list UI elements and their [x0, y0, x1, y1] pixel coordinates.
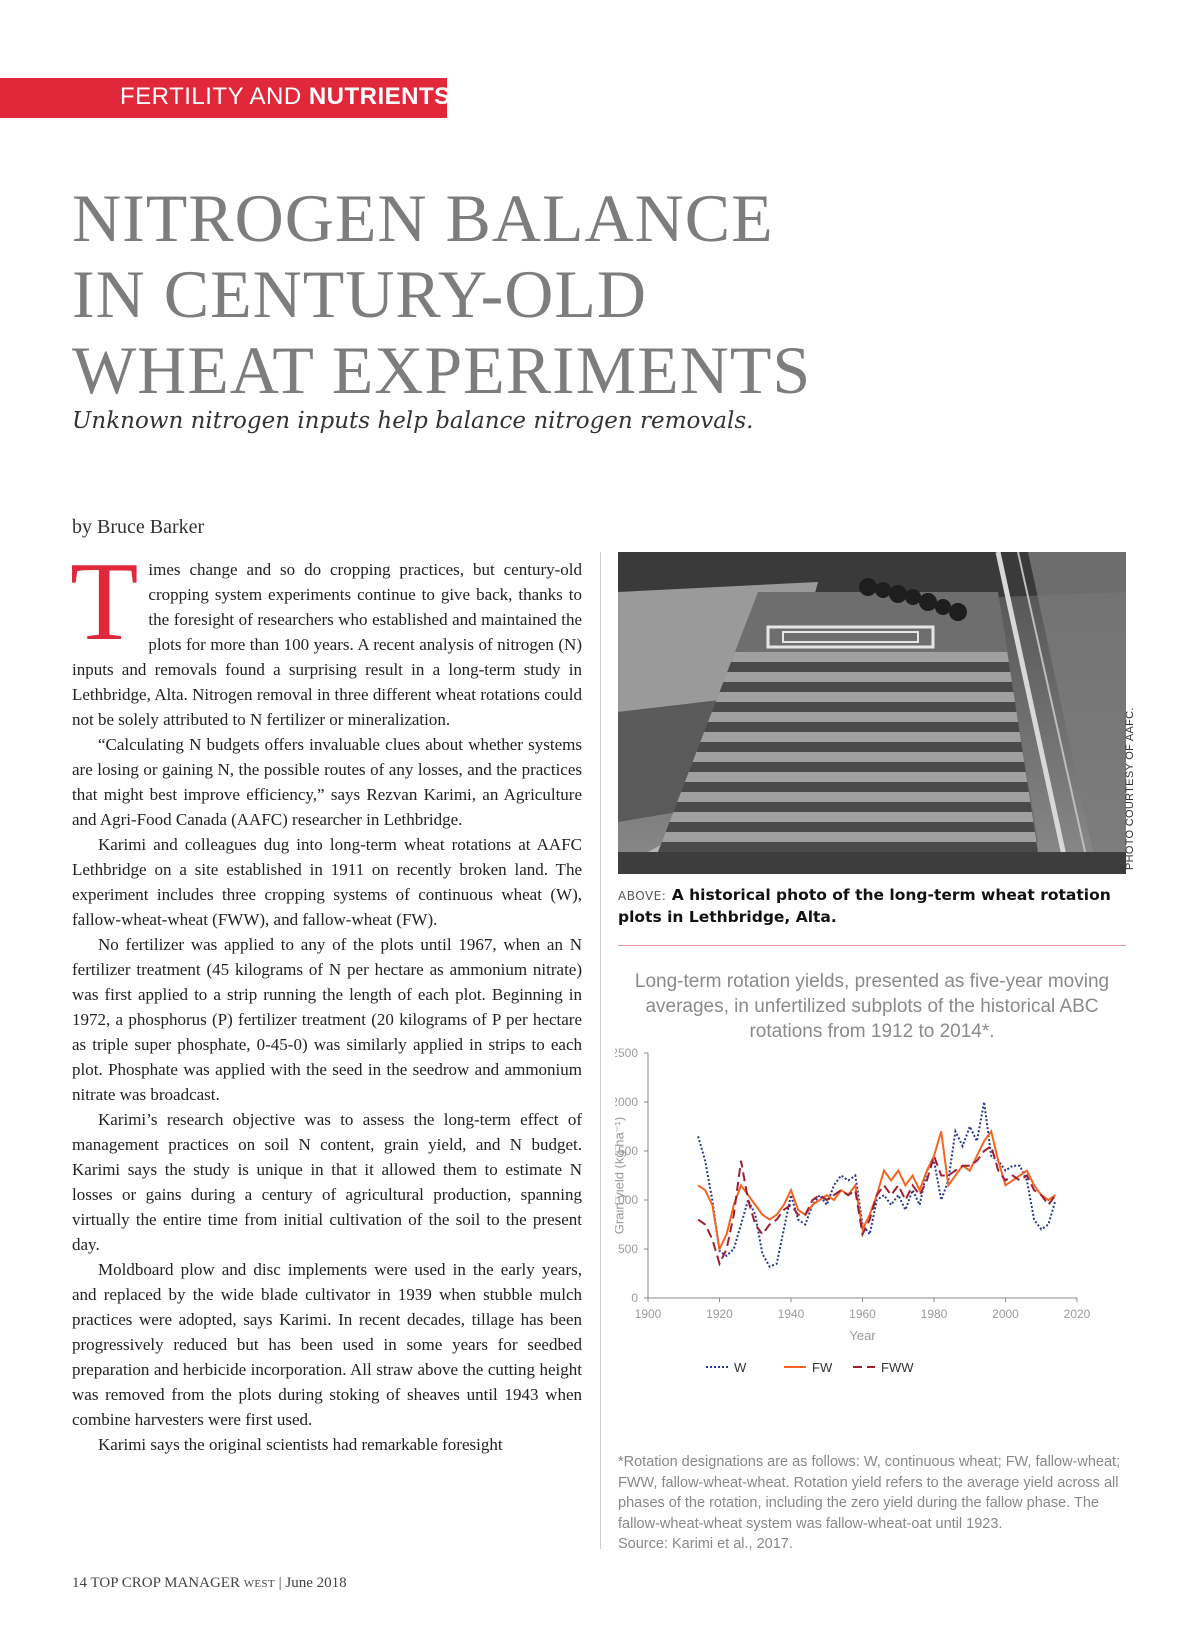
paragraph-2: “Calculating N budgets offers invaluable clues about whether systems are losing or gaining N, the possible routes of any losses, and the practices that might best improve efficiency,” says Rezvan Karimi, an Agriculture and Agri-Food Canada (AAFC) researcher in Lethbridge.: [72, 735, 582, 829]
field-stripe: [666, 822, 1035, 832]
y-tick-label: 000: [617, 1193, 638, 1207]
legend-label-fww: FWW: [881, 1360, 914, 1375]
field-stripe: [708, 712, 1018, 722]
x-tick-label: 1960: [849, 1307, 876, 1321]
series-line-fw: [698, 1131, 1055, 1249]
field-stripe: [677, 792, 1030, 802]
yield-chart-svg: [615, 1040, 1135, 1440]
title-line-3: WHEAT EXPERIMENTS: [72, 332, 812, 408]
field-stripe: [673, 802, 1031, 812]
legend-label-w: W: [734, 1360, 747, 1375]
x-tick-label: 2020: [1063, 1307, 1091, 1321]
x-tick-label: 1900: [634, 1307, 662, 1321]
footer-separator: |: [278, 1575, 282, 1591]
field-stripe: [723, 672, 1011, 682]
y-tick-label: 000: [617, 1095, 638, 1109]
field-stripe: [693, 752, 1025, 762]
article-title: [72, 180, 972, 408]
paragraph-5: Karimi’s research objective was to assess the long-term effect of management practices on soil N content, grain yield, and N budget. Karimi says the study is unique in that it allowed them to estimate N losses or gains during a century of agricultural production, spanning virtually the entire time from initial cultivation of the soil to the present day.: [72, 1110, 582, 1254]
field-stripe: [727, 662, 1010, 672]
field-stripe: [696, 742, 1022, 752]
article-subtitle: Unknown nitrogen inputs help balance nitrogen removals.: [72, 408, 754, 434]
issue-date: June 2018: [285, 1575, 347, 1591]
field-stripe: [670, 812, 1034, 822]
photo-credit: PHOTO COURTESY OF AAFC.: [1124, 707, 1136, 870]
field-stripe: [731, 652, 1009, 662]
drop-cap: T: [70, 540, 139, 664]
chart-footnote: [618, 1452, 1138, 1555]
column-divider: [600, 552, 601, 1549]
magazine-name: TOP CROP MANAGER: [90, 1575, 240, 1591]
paragraph-4: No fertilizer was applied to any of the plots until 1967, when an N fertilizer treatment (45 kilograms of N per hectare as ammonium nitrate) was first applied to a strip running the length of each plot. Beginning in 1972, a phosphorus (P) fertilizer treatment (20 kilograms of P per hectare as triple super phosphate, 0-45-0) was similarly applied in strips to each plot. Phosphate was applied with the seed in the seedrow and ammonium nitrate was broadcast.: [72, 935, 582, 1104]
historical-photo: [618, 552, 1126, 874]
x-tick-label: 1920: [706, 1307, 733, 1321]
page-footer: [72, 1575, 347, 1592]
field-stripe: [685, 772, 1027, 782]
title-line-2: IN CENTURY-OLD: [72, 256, 647, 332]
y-tick-label: 500: [617, 1242, 638, 1256]
aerial-field-image: [618, 552, 1126, 874]
field-stripe: [681, 782, 1029, 792]
footnote-text: *Rotation designations are as follows: W, continuous wheat; FW, fallow-wheat; FWW, fallow-wheat-wheat. Rotation yield refers to the average yield across all phases of the rotation, including the zero yield during the fallow phase. The fallow-wheat-wheat system was fallow-wheat-oat until 1923.: [618, 1454, 1121, 1532]
paragraph-1: Times change and so do cropping practices, but century-old cropping system experiments continue to give back, thanks to the foresight of researchers who established and maintained the plots for more than 100 years. A recent analysis of nitrogen (N) inputs and removals found a surprising result in a long-term study in Lethbridge, Alta. Nitrogen removal in three different wheat rotations could not be solely attributed to N fertilizer or mineralization.: [70, 540, 582, 729]
photo-caption: ABOVE: A historical photo of the long-term wheat rotation plots in Lethbridge, Alta.: [618, 886, 1111, 926]
caption-divider: [618, 945, 1126, 946]
y-axis-label: Grain yield (kg ha⁻¹): [615, 1116, 627, 1235]
article-body: [70, 540, 582, 1457]
field-stripe: [704, 722, 1019, 732]
byline: by Bruce Barker: [72, 516, 205, 538]
section-label: FERTILITY AND NUTRIENTS: [120, 83, 451, 110]
chart-title: Long-term rotation yields, presented as five-year moving averages, in unfertilized subplots of the historical ABC rotations from 1912 to 2014*.: [634, 971, 1110, 1042]
field-stripe: [689, 762, 1026, 772]
x-tick-label: 2000: [992, 1307, 1019, 1321]
page-number: 14: [72, 1575, 87, 1591]
field-stripe: [700, 732, 1021, 742]
x-tick-label: 1940: [777, 1307, 805, 1321]
field-stripe: [712, 702, 1017, 712]
y-tick-label: 500: [617, 1144, 638, 1158]
legend-label-fw: FW: [812, 1360, 833, 1375]
field-stripe: [716, 692, 1015, 702]
title-line-1: NITROGEN BALANCE: [72, 180, 774, 256]
paragraph-6: Moldboard plow and disc implements were used in the early years, and replaced by the wide blade cultivator in 1939 when stubble mulch practices were adopted, says Karimi. In recent decades, tillage has been progressively reduced but has been used in some years for seedbed preparation and herbicide incorporation. All straw above the cutting height was removed from the plots during stoking of sheaves until 1943 when combine harvesters were first used.: [72, 1260, 582, 1429]
yield-chart: [615, 1040, 1135, 1440]
x-tick-label: 1980: [920, 1307, 948, 1321]
x-axis-label: Year: [849, 1328, 876, 1343]
series-line-w: [698, 1102, 1055, 1267]
y-tick-label: 500: [617, 1046, 638, 1060]
paragraph-3: Karimi and colleagues dug into long-term wheat rotations at AAFC Lethbridge on a site established in 1911 on recently broken land. The experiment includes three cropping systems of continuous wheat (W), fallow-wheat-wheat (FWW), and fallow-wheat (FW).: [72, 835, 582, 929]
footnote-source: Source: Karimi et al., 2017.: [618, 1536, 793, 1552]
field-stripe: [662, 832, 1037, 842]
field-stripe: [658, 842, 1038, 852]
field-stripe: [720, 682, 1014, 692]
paragraph-7: Karimi says the original scientists had remarkable foresight: [98, 1435, 503, 1454]
y-tick-label: 0: [631, 1291, 638, 1305]
magazine-edition: WEST: [243, 1578, 275, 1590]
